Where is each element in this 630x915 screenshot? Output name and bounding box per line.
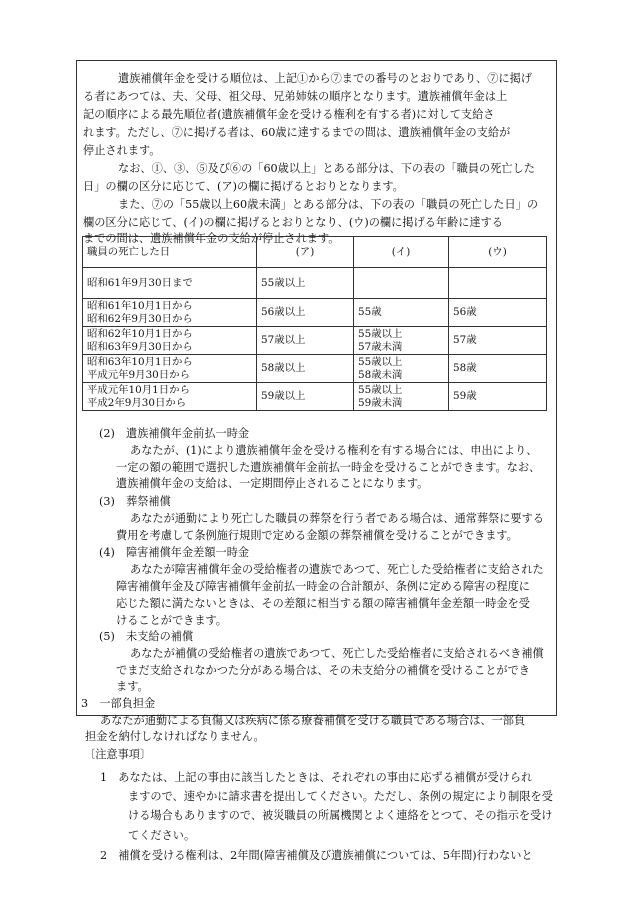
- body-line: あなたが通勤による負傷又は疾病に係る療養補償を受ける職員である場合は、一部負: [100, 714, 526, 727]
- i-cell: [354, 327, 449, 355]
- i-max: 57歳未満: [358, 340, 403, 353]
- section-heading: (4) 障害補償年金差額一時金: [99, 546, 250, 559]
- note-line: ける場合もありますので、被災職員の所属機関とよく連絡をとつて、その指示を受け: [128, 809, 553, 822]
- intro-line: 欄の区分に応じて、(イ)の欄に掲げるとおりとなり、(ウ)の欄に掲げる年齢に達する: [83, 216, 503, 229]
- date-to: 昭和62年9月30日から: [87, 312, 193, 325]
- a-cell: 56歳以上: [257, 299, 354, 327]
- intro-line: 遺族補償年金を受ける順位は、上記①から⑦までの番号のとおりであり、⑦に掲げ: [118, 72, 532, 85]
- section-heading: 3 一部負担金: [81, 697, 156, 710]
- table-row: [83, 383, 547, 411]
- intro-line: 日」の欄の区分に応じて、(ア)の欄に掲げるとおりとなります。: [83, 180, 404, 193]
- body-line: あなたが障害補償年金の受給権者の遺族であつて、死亡した受給権者に支給された: [130, 563, 544, 576]
- date-cell: [83, 355, 257, 383]
- u-cell: 59歳: [449, 383, 547, 411]
- notes-title: 〔注意事項〕: [84, 748, 152, 761]
- u-cell: 58歳: [449, 355, 547, 383]
- body-line: 一定の額の範囲で選択した遺族補償年金前払一時金を受けることができます。なお、: [116, 461, 541, 474]
- intro-line: なお、①、③、⑤及び⑥の「60歳以上」とある部分は、下の表の「職員の死亡した: [118, 162, 535, 175]
- body-line: 費用を考慮して条例施行規則で定める金額の葬祭補償を受けることができます。: [116, 529, 518, 542]
- body-line: でまだ支給されなかつた分がある場合は、その未支給分の補償を受けることができ: [116, 664, 530, 677]
- intro-line: 停止されます。: [83, 144, 161, 157]
- i-min: 55歳以上: [358, 327, 403, 340]
- body-line: 障害補償年金及び障害補償年金前払一時金の合計額が、条例に定める障害の程度に: [116, 580, 530, 593]
- intro-line: れます。ただし、⑦に掲げる者は、60歳に達するまでの間は、遺族補償年金の支給が: [83, 126, 511, 139]
- a-cell: 57歳以上: [257, 327, 354, 355]
- table-header: (ウ): [449, 237, 547, 268]
- note-line: ますので、速やかに請求書を提出してください。ただし、条例の規定により制限を受: [128, 790, 553, 803]
- section-heading: (5) 未支給の補償: [99, 630, 194, 643]
- u-cell: 56歳: [449, 299, 547, 327]
- section-heading: (2) 遺族補償年金前払一時金: [99, 427, 250, 440]
- intro-line: また、⑦の「55歳以上60歳未満」とある部分は、下の表の「職員の死亡した日」の: [118, 198, 539, 211]
- body-line: あなたが通勤により死亡した職員の葬祭を行う者である場合は、通常葬祭に要する: [130, 512, 544, 525]
- table-header-row: [83, 237, 547, 268]
- note-line: てください。: [128, 829, 196, 842]
- i-max: 58歳未満: [358, 368, 403, 381]
- note-line: 1 あなたは、上記の事由に該当したときは、それぞれの事由に応ずる補償が受けられ: [100, 771, 533, 784]
- table-row: [83, 268, 547, 299]
- section-heading: (3) 葬祭補償: [99, 495, 171, 508]
- i-cell: [354, 268, 449, 299]
- date-from: 昭和62年10月1日から: [87, 327, 193, 340]
- table-row: [83, 327, 547, 355]
- table-header: 職員の死亡した日: [83, 237, 257, 268]
- a-cell: 58歳以上: [257, 355, 354, 383]
- date-to: 平成元年9月30日から: [87, 368, 190, 381]
- i-cell: [354, 355, 449, 383]
- body-line: 応じた額に満たないときは、その差額に相当する額の障害補償年金差額一時金を受: [116, 597, 530, 610]
- date-cell: [83, 383, 257, 411]
- age-table: [82, 236, 547, 411]
- date-to: 平成2年9月30日から: [87, 396, 187, 409]
- i-cell: [354, 383, 449, 411]
- date-from: 平成元年10月1日から: [87, 383, 190, 396]
- intro-line: までの間は、遺族補償年金の支給が停止されます。: [83, 232, 340, 245]
- i-min: 55歳以上: [358, 383, 403, 396]
- date-to: 昭和63年9月30日から: [87, 340, 193, 353]
- date-cell: [83, 299, 257, 327]
- date-cell: [83, 327, 257, 355]
- a-cell: 55歳以上: [257, 268, 354, 299]
- u-cell: 57歳: [449, 327, 547, 355]
- table-row: [83, 355, 547, 383]
- body-line: あなたが補償の受給権者の遺族であつて、死亡した受給権者に支給されるべき補償: [130, 647, 544, 660]
- intro-line: 記の順序による最先順位者(遺族補償年金を受ける権利を有する者)に対して支給さ: [83, 108, 495, 121]
- body-line: けることができます。: [116, 614, 227, 627]
- i-cell: 55歳: [354, 299, 449, 327]
- i-max: 59歳未満: [358, 396, 403, 409]
- intro-line: る者にあつては、夫、父母、祖父母、兄弟姉妹の順序となります。遺族補償年金は上: [83, 90, 508, 103]
- body-line: ます。: [116, 680, 149, 693]
- table-row: [83, 299, 547, 327]
- i-min: 55歳以上: [358, 355, 403, 368]
- body-line: あなたが、(1)により遺族補償年金を受ける権利を有する場合には、申出により、: [130, 444, 538, 457]
- note-line: 2 補償を受ける権利は、2年間(障害補償及び遺族補償については、5年間)行わないと: [100, 849, 533, 862]
- u-cell: [449, 268, 547, 299]
- a-cell: 59歳以上: [257, 383, 354, 411]
- body-line: 担金を納付しなければなりません。: [85, 730, 265, 743]
- table-header: (ア): [257, 237, 354, 268]
- body-line: 遺族補償年金の支給は、一定期間停止されることになります。: [116, 477, 429, 490]
- date-from: 昭和63年10月1日から: [87, 355, 193, 368]
- date-from: 昭和61年10月1日から: [87, 299, 193, 312]
- date-cell: 昭和61年9月30日まで: [83, 268, 257, 299]
- table-header: (イ): [354, 237, 449, 268]
